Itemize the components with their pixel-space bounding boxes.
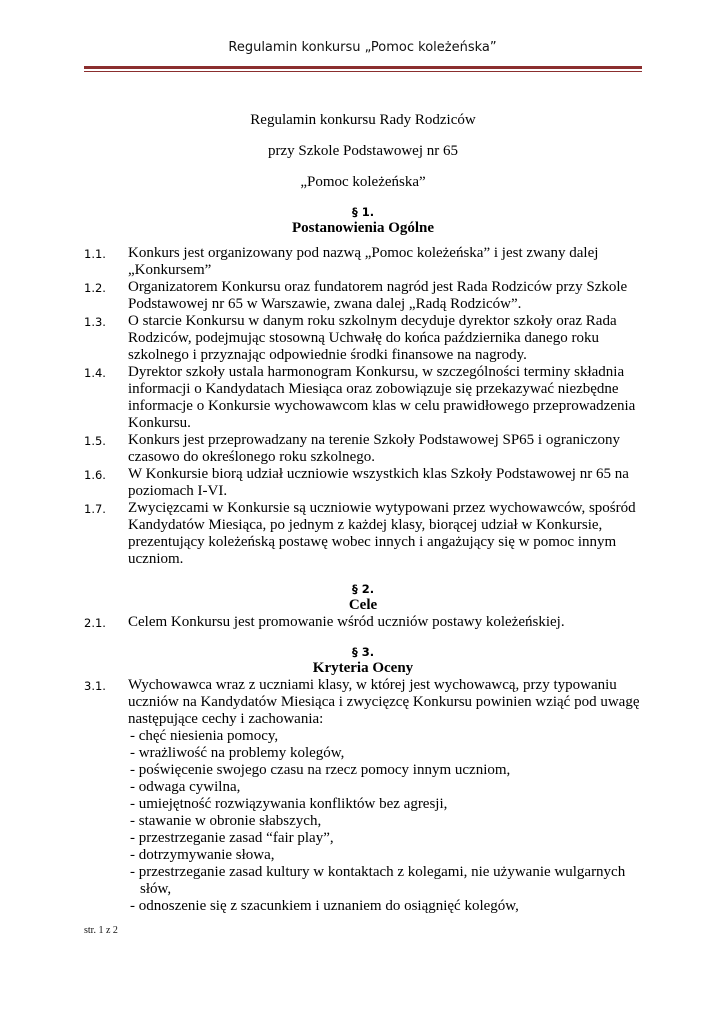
- criteria-item: - stawanie w obronie słabszych,: [130, 813, 322, 829]
- document-body: [84, 112, 642, 915]
- header-rule-thin: [84, 71, 642, 72]
- list-item: [84, 500, 642, 568]
- list-item: [84, 677, 642, 728]
- document-title-line-3: „Pomoc koleżeńska”: [300, 174, 426, 190]
- list-item: [84, 364, 642, 432]
- criteria-item: - przestrzeganie zasad kultury w kontaktach z kolegami, nie używanie wulgarnych słów,: [130, 864, 626, 897]
- item-text: O starcie Konkursu w danym roku szkolnym decyduje dyrektor szkoły oraz Rada Rodziców, podejmując stosowną Uchwałę do końca października danego roku szkolnego i przyznając odpowiednie środki finansowe na nagrody.: [128, 313, 617, 363]
- page-number: str. 1 z 2: [84, 925, 118, 936]
- item-text: W Konkursie biorą udział uczniowie wszystkich klas Szkoły Podstawowej nr 65 na poziomach I-VI.: [128, 466, 629, 499]
- list-item: [84, 614, 642, 631]
- item-text: Wychowawca wraz z uczniami klasy, w której jest wychowawcą, przy typowaniu uczniów na Kandydatów Miesiąca i zwycięzcę Konkursu powinien wziąć pod uwagę następujące cechy i zachowania:: [128, 677, 640, 727]
- item-number: 1.1.: [84, 247, 106, 261]
- list-item: [84, 313, 642, 364]
- item-text: Zwycięzcami w Konkursie są uczniowie wytypowani przez wychowawców, spośród Kandydatów Miesiąca, po jednym z każdej klasy, biorącej udział w Konkursie, prezentujący koleżeńską postawę wobec innych i angażujący się w pomoc innym uczniom.: [128, 500, 636, 567]
- document-title-line-1: Regulamin konkursu Rady Rodziców: [250, 112, 476, 128]
- item-number: 1.2.: [84, 281, 106, 295]
- list-item: [84, 245, 642, 279]
- section-mark: § 1.: [351, 205, 375, 219]
- criteria-list: [84, 728, 642, 915]
- criteria-item: - chęć niesienia pomocy,: [130, 728, 279, 744]
- item-text: Dyrektor szkoły ustala harmonogram Konkursu, w szczególności terminy składnia informacji o Kandydatach Miesiąca oraz zobowiązuje się przekazywać niezbędne informacje o Konkursie wychowawcom klas w celu prawidłowego przeprowadzenia Konkursu.: [128, 364, 636, 431]
- spacer: [84, 568, 642, 582]
- item-number: 1.5.: [84, 434, 106, 448]
- criteria-item: - umiejętność rozwiązywania konfliktów bez agresji,: [130, 796, 448, 812]
- running-header: Regulamin konkursu „Pomoc koleżeńska”: [228, 40, 497, 55]
- item-number: 1.6.: [84, 468, 106, 482]
- header-rule-thick: [84, 66, 642, 69]
- document-title-line-2: przy Szkole Podstawowej nr 65: [268, 143, 458, 159]
- section-title: Kryteria Oceny: [312, 660, 414, 676]
- criteria-item: - wrażliwość na problemy kolegów,: [130, 745, 345, 761]
- item-text: Celem Konkursu jest promowanie wśród uczniów postawy koleżeńskiej.: [128, 614, 565, 630]
- criteria-item: - dotrzymywanie słowa,: [130, 847, 275, 863]
- criteria-item: - przestrzeganie zasad “fair play”,: [130, 830, 334, 846]
- section-title: Cele: [348, 597, 378, 613]
- item-number: 2.1.: [84, 616, 106, 630]
- item-text: Organizatorem Konkursu oraz fundatorem nagród jest Rada Rodziców przy Szkole Podstawowej nr 65 w Warszawie, zwana dalej „Radą Rodziców”.: [128, 279, 628, 312]
- item-text: Konkurs jest przeprowadzany na terenie Szkoły Podstawowej SP65 i ograniczony czasowo do określonego roku szkolnego.: [128, 432, 620, 465]
- item-number: 1.7.: [84, 502, 106, 516]
- list-item: [84, 432, 642, 466]
- section-mark: § 3.: [351, 645, 375, 659]
- list-item: [84, 279, 642, 313]
- list-item: [84, 466, 642, 500]
- item-number: 1.4.: [84, 366, 106, 380]
- section-title: Postanowienia Ogólne: [291, 220, 435, 236]
- criteria-item: - poświęcenie swojego czasu na rzecz pomocy innym uczniom,: [130, 762, 511, 778]
- criteria-item: - odwaga cywilna,: [130, 779, 241, 795]
- item-number: 1.3.: [84, 315, 106, 329]
- spacer: [84, 631, 642, 645]
- criteria-item: - odnoszenie się z szacunkiem i uznaniem do osiągnięć kolegów,: [130, 898, 519, 914]
- item-text: Konkurs jest organizowany pod nazwą „Pomoc koleżeńska” i jest zwany dalej „Konkursem”: [128, 245, 599, 278]
- item-number: 3.1.: [84, 679, 106, 693]
- section-mark: § 2.: [351, 582, 375, 596]
